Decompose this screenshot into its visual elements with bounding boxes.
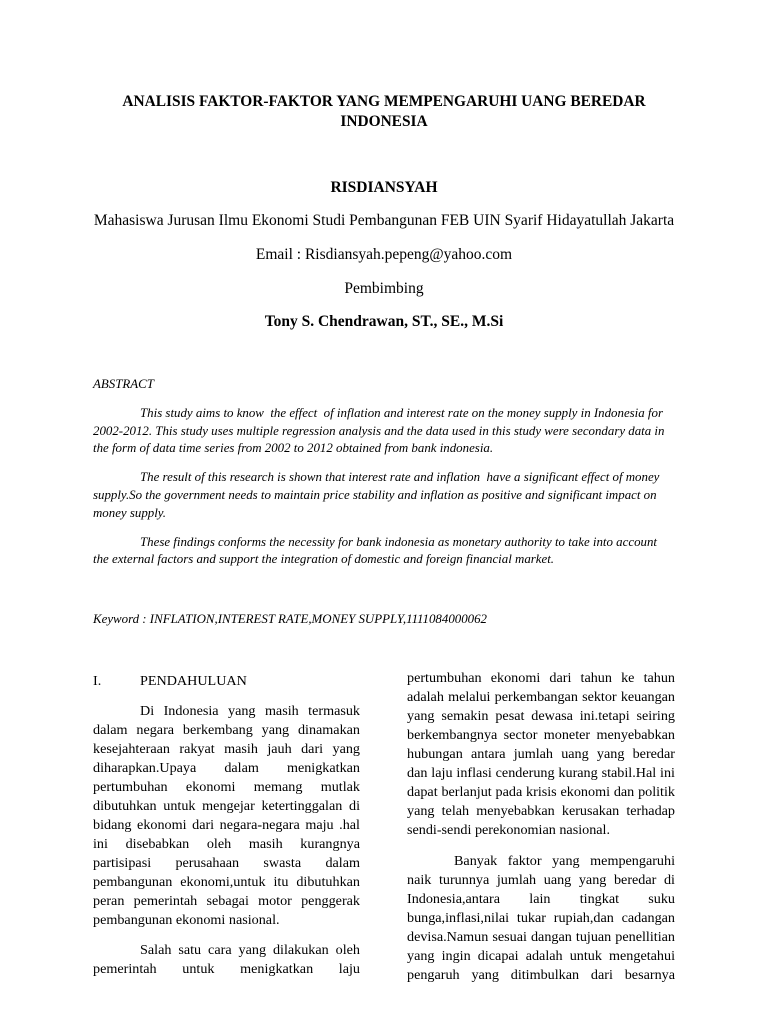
text-line: bidang ekonomi dari negara-negara maju .hal [93,817,360,833]
supervisor-label: Pembimbing [344,280,424,297]
text-line: supply.So the government needs to maintain price stability and inflation as positive and significant impact on [93,487,657,502]
keywords-line: Keyword : INFLATION,INTEREST RATE,MONEY SUPPLY,1111084000062 [93,612,487,626]
text-line: yang ingin dicapai adalah untuk mengetahui [407,948,675,964]
section-heading [93,672,360,691]
abstract-paragraph [93,469,675,522]
text-line: pertumbuhan ekonomi memang mutlak [93,779,360,795]
text-line: This study aims to know the effect of inflation and interest rate on the money supply in Indonesia for [140,405,663,420]
text-line: devisa.Namun sesuai dangan tujuan penellitian [407,929,675,945]
abstract [93,376,675,569]
paragraph [407,852,675,985]
text-line: naik turunnya jumlah uang yang beredar di [407,872,675,888]
text-line: yang telah menyebabkan kerusakan terhadap [407,803,675,819]
abstract-paragraph [93,534,675,570]
paragraph [407,669,675,840]
text-line: hubungan antara jumlah uang yang beredar [407,746,675,762]
text-line: pertumbuhan ekonomi dari tahun ke tahun [407,670,675,686]
text-line: berkembangnya sector moneter menyebabkan [407,727,675,743]
text-line: pembangunan ekonomi nasional. [93,912,280,928]
text-line: sendi-sendi perekonomian nasional. [407,822,611,838]
text-line: pengaruh yang ditimbulkan dari besarnya [407,967,675,983]
text-line: partisipasi perusahaan swasta dalam [93,855,360,871]
text-line: Banyak faktor yang mempengaruhi [454,853,675,869]
text-line: dalam negara berkembang yang dinamakan [93,722,360,738]
text-line: pembangunan ekonomi,untuk itu dibutuhkan [93,874,360,890]
text-line: Di Indonesia yang masih termasuk [140,703,360,719]
text-line: The result of this research is shown that interest rate and inflation have a significant effect of money [140,470,660,485]
paragraph [93,702,360,930]
abstract-heading: ABSTRACT [93,377,154,391]
text-line: kesejahteraan rakyat masih jauh dari yang [93,741,360,757]
right-column [407,669,675,985]
text-line: These findings conforms the necessity for bank indonesia as monetary authority to take into account [140,534,657,549]
text-line: ini disebabkan oleh masih kurangnya [93,836,360,852]
author-affiliation: Mahasiswa Jurusan Ilmu Ekonomi Studi Pembangunan FEB UIN Syarif Hidayatullah Jakarta [93,212,675,229]
text-line: the external factors and support the integration of domestic and foreign financial market. [93,552,555,567]
text-line: money supply. [93,505,167,520]
author-email: Email : Risdiansyah.pepeng@yahoo.com [255,246,513,263]
text-line: pemerintah untuk menigkatkan laju [93,961,360,977]
text-line: the form of data time series from 2002 to 2012 obtained from bank indonesia. [93,441,494,456]
section-title: PENDAHULUAN [140,673,247,689]
left-column [93,672,360,979]
section-number: I. [93,673,102,689]
text-line: 2002-2012. This study uses multiple regression analysis and the data used in this study were secondary data in [93,423,665,438]
text-line: dan laju inflasi cenderung kurang stabil.Hal ini [407,765,675,781]
paper-title: ANALISIS FAKTOR-FAKTOR YANG MEMPENGARUHI UANG BEREDAR INDONESIA [122,93,646,130]
paragraph [93,941,360,979]
text-line: dapat berlanjut pada krisis ekonomi dan politik [407,784,675,800]
text-line: yang semakin pesat dewasa ini.tetapi seiring [407,708,675,724]
author-name: RISDIANSYAH [330,179,438,196]
text-line: dibutuhkan untuk mengejar ketertinggalan di [93,798,360,814]
text-line: peran pemerintah sebagai motor penggerak [93,893,360,909]
text-line: diharapkan.Upaya dalam menigkatkan [93,760,360,776]
text-line: bunga,inflasi,nilai tukar rupiah,dan cadangan [407,910,675,926]
text-line: Indonesia,antara lain tingkat suku [407,891,675,907]
text-line: Salah satu cara yang dilakukan oleh [140,942,360,958]
text-line: adalah melalui perkembangan sektor keuangan [407,689,675,705]
abstract-paragraph [93,405,675,458]
supervisor-name: Tony S. Chendrawan, ST., SE., M.Si [264,313,504,330]
